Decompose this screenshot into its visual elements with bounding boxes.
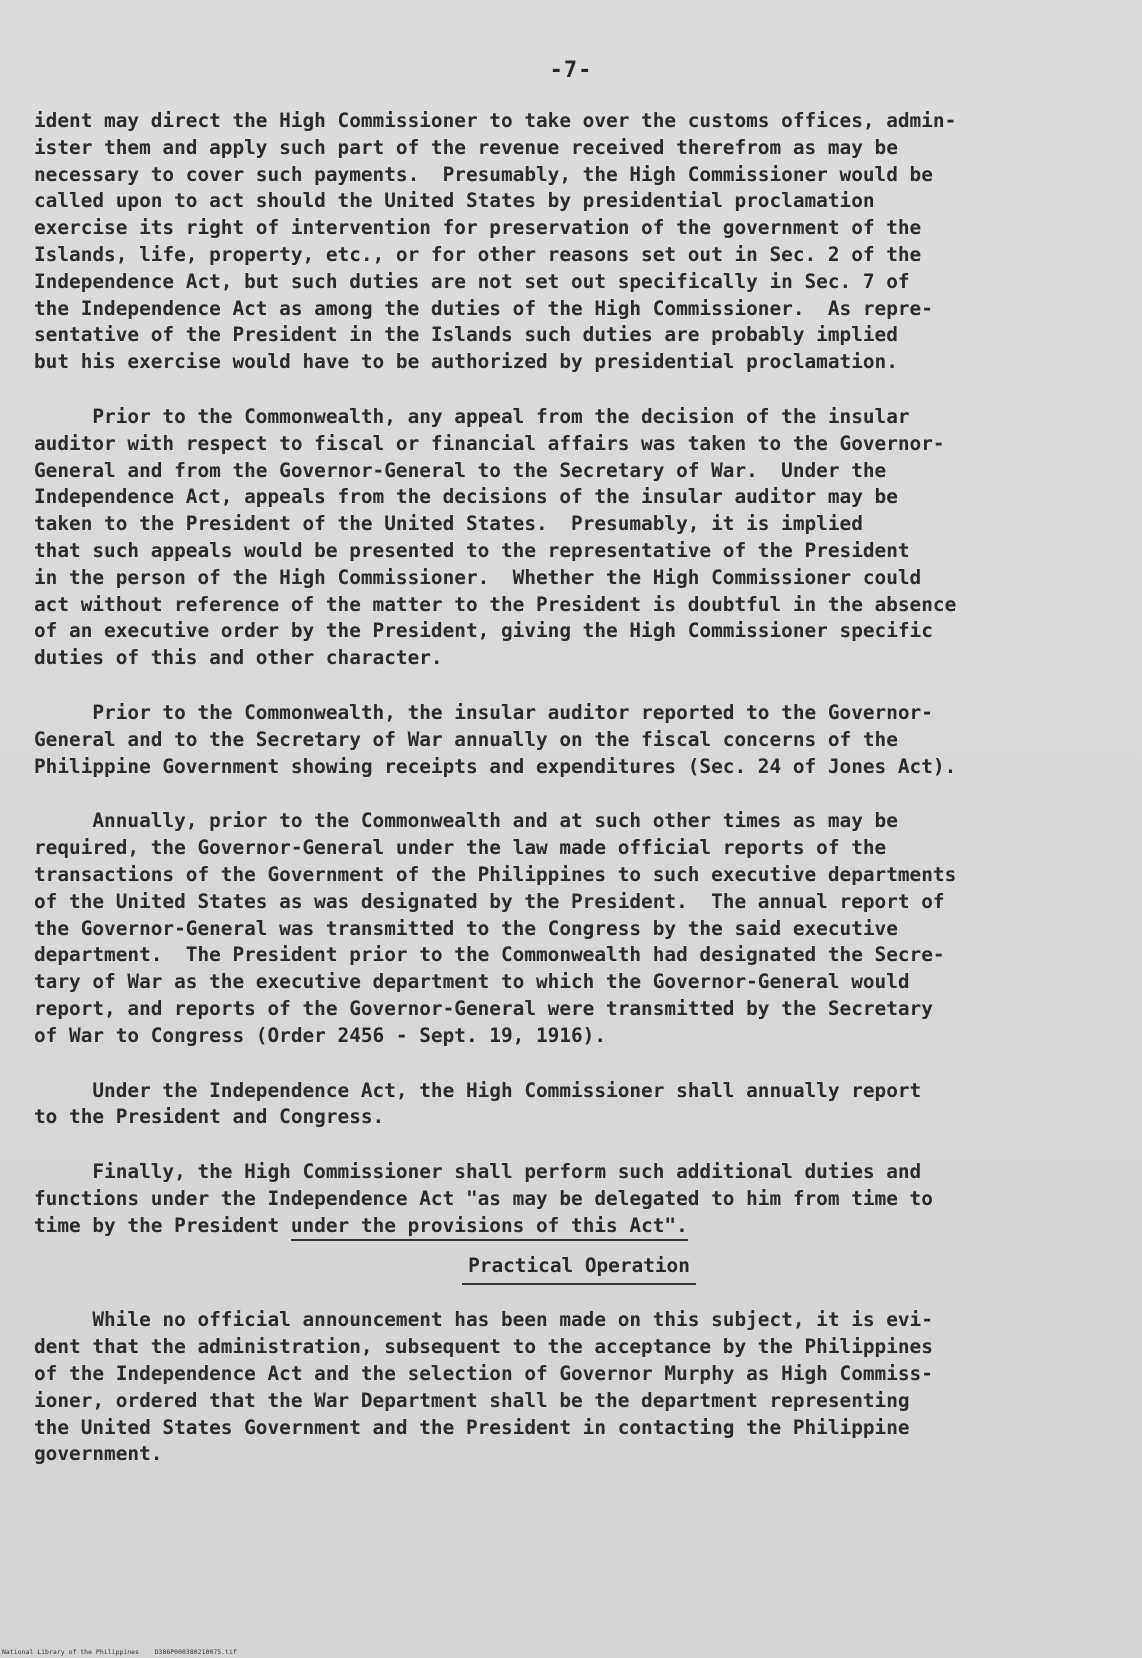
text-line: exercise its right of intervention for preservation of the government of the (34, 216, 922, 240)
text-line: functions under the Independence Act "as may be delegated to him from time to (34, 1186, 933, 1210)
text-line: Prior to the Commonwealth, the insular auditor reported to the Governor- (34, 700, 933, 724)
paragraph-5 (34, 1078, 1124, 1132)
text-line: department. The President prior to the Commonwealth had designated the Secre- (34, 943, 945, 967)
archive-footer: National Library of the Philippines D386P000380210075.tif (2, 1648, 237, 1656)
text-line: duties of this and other character. (34, 646, 443, 670)
text-line: ident may direct the High Commissioner to take over the customs offices, admin- (34, 109, 957, 132)
text-line: ioner, ordered that the War Department shall be the department representing (34, 1388, 910, 1412)
text-line: called upon to act should the United States by presidential proclamation (34, 189, 875, 213)
paragraph-2 (34, 404, 1124, 672)
text-line: act without reference of the matter to the President is doubtful in the absence (34, 592, 957, 616)
text-line: the Independence Act as among the duties of the High Commissioner. As repre- (34, 296, 933, 320)
document-body (34, 108, 1124, 1468)
text-line: report, and reports of the Governor-General were transmitted by the Secretary (34, 996, 933, 1020)
text-line: the Governor-General was transmitted to the Congress by the said executive (34, 916, 898, 940)
text-line: While no official announcement has been made on this subject, it is evi- (34, 1308, 933, 1332)
paragraph-final (34, 1307, 1124, 1468)
text-line: required, the Governor-General under the law made official reports of the (34, 836, 887, 860)
text-line: the United States Government and the President in contacting the Philippine (34, 1415, 910, 1439)
text-line: Independence Act, but such duties are not set out specifically in Sec. 7 of (34, 269, 910, 293)
text-line: that such appeals would be presented to the representative of the President (34, 538, 910, 562)
paragraph-6 (34, 1159, 1124, 1239)
paragraph-4 (34, 808, 1124, 1049)
text-line: government. (34, 1442, 163, 1466)
section-heading (34, 1253, 1124, 1285)
text-line: but his exercise would have to be authorized by presidential proclamation. (34, 350, 898, 374)
text-line: Under the Independence Act, the High Commissioner shall annually report (34, 1078, 922, 1102)
text-line: Islands, life, property, etc., or for other reasons set out in Sec. 2 of the (34, 242, 922, 266)
text-line: taken to the President of the United States. Presumably, it is implied (34, 512, 863, 536)
text-line: General and to the Secretary of War annually on the fiscal concerns of the (34, 727, 898, 751)
text-line: tary of War as the executive department to which the Governor-General would (34, 970, 910, 994)
text-line: in the person of the High Commissioner. Whether the High Commissioner could (34, 565, 922, 589)
text-line-with-underline (34, 1213, 1124, 1240)
section-heading-text: Practical Operation (462, 1253, 696, 1285)
text-line: of the United States as was designated by the President. The annual report of (34, 889, 945, 913)
text-line: auditor with respect to fiscal or financial affairs was taken to the Governor- (34, 431, 945, 455)
text-line: Annually, prior to the Commonwealth and at such other times as may be (34, 809, 898, 833)
text-line: Finally, the High Commissioner shall perform such additional duties and (34, 1160, 922, 1184)
text-line: ister them and apply such part of the revenue received therefrom as may be (34, 135, 898, 159)
text-line: General and from the Governor-General to the Secretary of War. Under the (34, 458, 887, 482)
underlined-text: under the provisions of this Act". (291, 1214, 688, 1241)
text-line: of War to Congress (Order 2456 - Sept. 19, 1916). (34, 1023, 607, 1047)
text-line: of an executive order by the President, giving the High Commissioner specific (34, 619, 933, 643)
text-line: of the Independence Act and the selection of Governor Murphy as High Commiss- (34, 1362, 933, 1386)
text-line: sentative of the President in the Islands such duties are probably implied (34, 323, 898, 347)
text-line: to the President and Congress. (34, 1105, 385, 1129)
text-line: necessary to cover such payments. Presumably, the High Commissioner would be (34, 162, 933, 186)
text-line: transactions of the Government of the Philippines to such executive departments (34, 862, 957, 886)
text-line: dent that the administration, subsequent to the acceptance by the Philippines (34, 1335, 933, 1359)
text-line: Prior to the Commonwealth, any appeal from the decision of the insular (34, 404, 910, 428)
page-number: -7- (549, 58, 593, 83)
paragraph-1 (34, 108, 1124, 376)
text-segment: time by the President (34, 1213, 291, 1237)
paragraph-3 (34, 700, 1124, 780)
text-line: Philippine Government showing receipts and expenditures (Sec. 24 of Jones Act). (34, 754, 957, 778)
text-line: Independence Act, appeals from the decisions of the insular auditor may be (34, 485, 898, 509)
